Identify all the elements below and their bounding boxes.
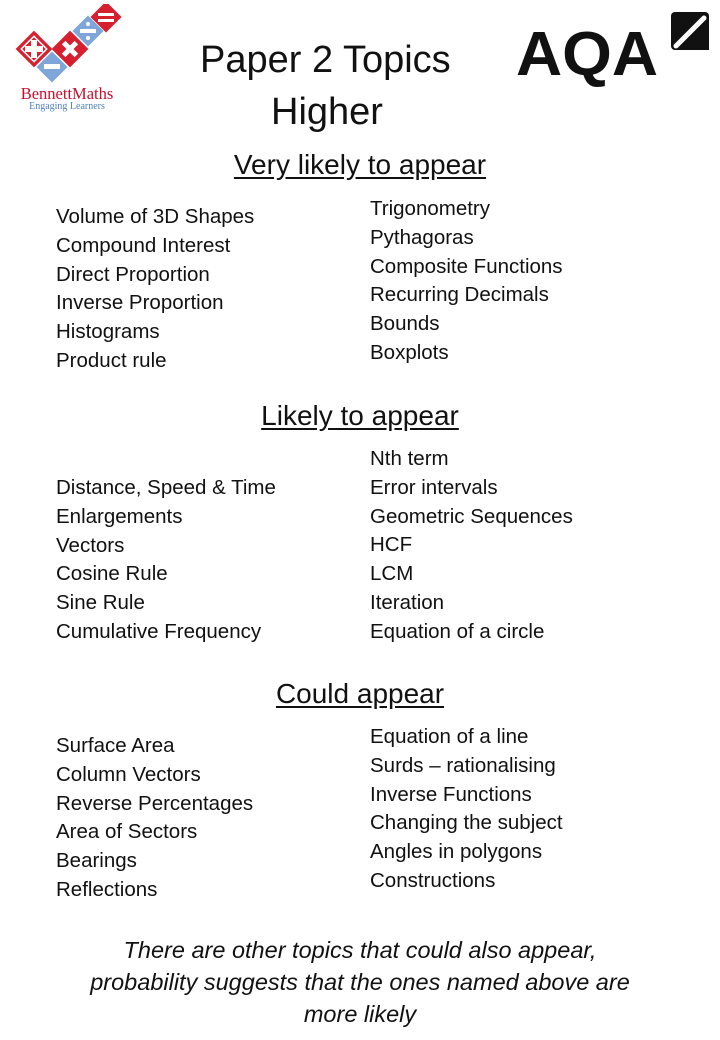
brand-name: BennettMaths [20,84,114,103]
topic-item: Sine Rule [56,591,145,615]
page-title: Paper 2 Topics [200,39,451,81]
section-heading-likely: Likely to appear [261,400,459,431]
topic-item: Pythagoras [370,225,474,249]
topic-item: Recurring Decimals [370,283,549,307]
aqa-slash-icon [671,12,709,50]
topic-item: Cumulative Frequency [56,619,262,643]
topic-item: Direct Proportion [56,262,210,286]
topic-item: Column Vectors [56,762,201,786]
topic-item: Surface Area [56,734,175,757]
topic-item: Constructions [370,868,496,892]
topic-item: Inverse Functions [370,782,532,806]
topic-item: Boxplots [370,340,449,364]
topic-item: Histograms [56,320,160,344]
topic-item: Product rule [56,348,167,372]
topic-list-very-likely-right [370,195,563,368]
topic-item: Changing the subject [370,811,563,835]
footer-line: more likely [303,1001,417,1027]
footer-line: There are other topics that could also appear, [123,937,597,963]
topic-item: Bounds [370,312,440,336]
footer-note [40,934,680,1030]
aqa-logo-text: AQA [516,20,658,88]
topic-item: Enlargements [56,504,183,528]
topic-item: Vectors [56,533,125,557]
topic-item: Volume of 3D Shapes [56,205,255,228]
topic-item: LCM [370,562,414,586]
brand-tagline: Engaging Learners [29,101,105,112]
topic-item: Cosine Rule [56,562,168,586]
topic-list-likely-right [370,445,573,647]
aqa-logo [516,8,712,88]
topic-item: Composite Functions [370,254,563,278]
page-subtitle: Higher [271,91,383,133]
topic-item: Reverse Percentages [56,791,254,815]
math-operator-symbols-logo [8,4,128,86]
topic-item: Distance, Speed & Time [56,476,276,499]
topic-item: Bearings [56,849,137,873]
topic-list-could-appear-left [56,732,253,905]
topic-list-could-appear-right [370,723,563,896]
topic-item: Iteration [370,590,445,614]
topic-item: Equation of a line [370,725,529,748]
topic-item: Compound Interest [56,233,231,257]
topic-item: Equation of a circle [370,619,545,643]
section-heading-could-appear: Could appear [275,678,445,709]
section-heading-very-likely: Very likely to appear [233,149,487,180]
topic-item: Inverse Proportion [56,291,224,315]
topic-item: Surds – rationalising [370,753,556,777]
topic-item: Reflections [56,877,158,901]
topic-item: Area of Sectors [56,820,198,844]
topic-list-likely-left [56,474,276,647]
footer-line: probability suggests that the ones named above are [90,969,630,995]
topic-item: HCF [370,533,413,557]
topic-item: Error intervals [370,475,498,499]
topic-list-very-likely-left [56,203,254,376]
topic-item: Nth term [370,447,449,470]
topic-item: Trigonometry [370,197,490,220]
topic-item: Geometric Sequences [370,504,573,528]
topic-item: Angles in polygons [370,840,543,864]
